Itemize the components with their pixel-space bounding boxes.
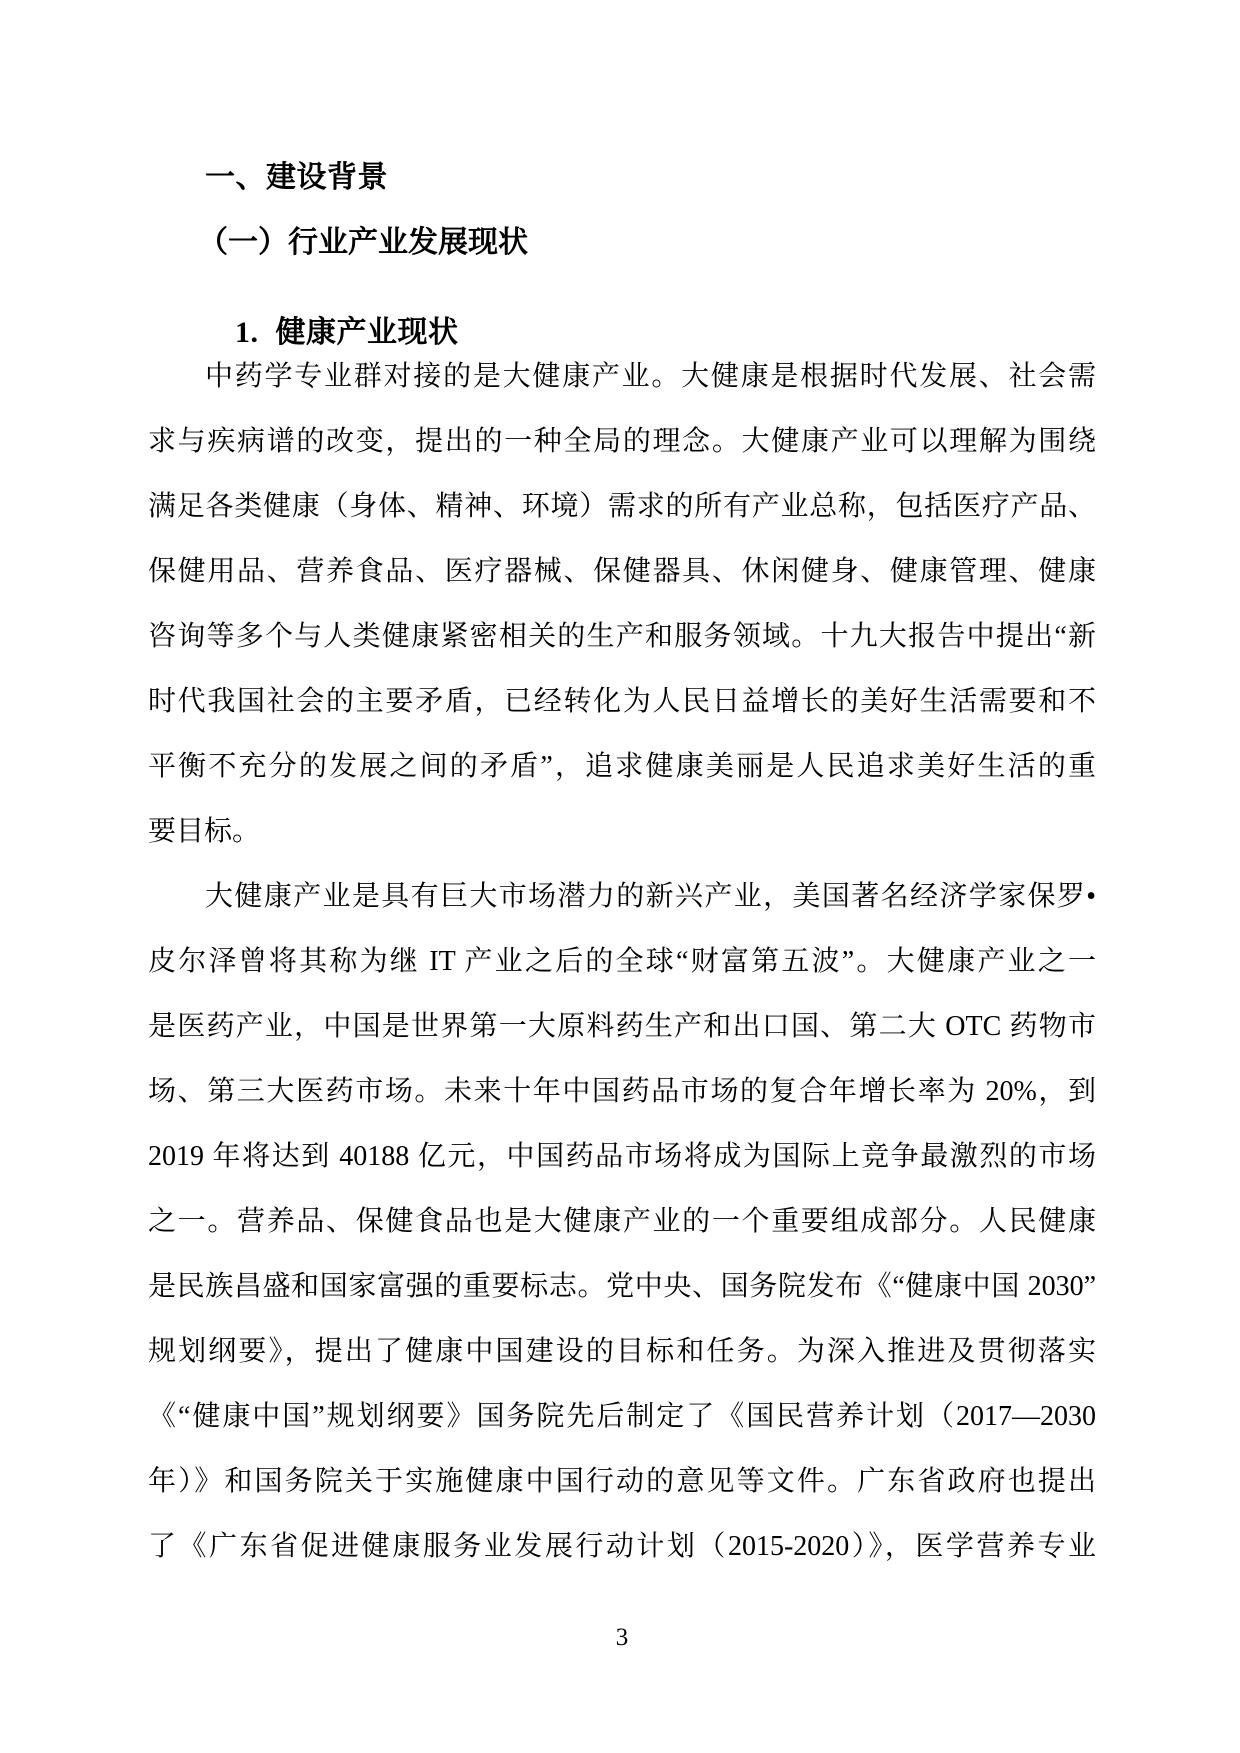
text-line: 时代我国社会的主要矛盾，已经转化为人民日益增长的美好生活需要和不 [148, 686, 1096, 717]
text-line: 是民族昌盛和国家富强的重要标志。党中央、国务院发布《“健康中国 2030” [148, 1271, 1096, 1302]
text-line: 年）》和国务院关于实施健康中国行动的意见等文件。广东省政府也提出 [148, 1466, 1096, 1497]
heading-chapter: 一、建设背景 [205, 161, 388, 194]
text-line: 是医药产业，中国是世界第一大原料药生产和出口国、第二大 OTC 药物市 [148, 1011, 1096, 1042]
text-line: 中药学专业群对接的是大健康产业。大健康是根据时代发展、社会需 [205, 361, 1096, 392]
paragraph-2 [148, 864, 1096, 1579]
text-line: 《“健康中国”规划纲要》国务院先后制定了《国民营养计划（2017—2030 [148, 1401, 1096, 1432]
text-line: 规划纲要》，提出了健康中国建设的目标和任务。为深入推进及贯彻落实 [148, 1336, 1096, 1367]
text-line: 咨询等多个与人类健康紧密相关的生产和服务领域。十九大报告中提出“新 [148, 621, 1096, 652]
text-line: 保健用品、营养食品、医疗器械、保健器具、休闲健身、健康管理、健康 [148, 556, 1096, 587]
text-line: 平衡不充分的发展之间的矛盾”，追求健康美丽是人民追求美好生活的重 [148, 751, 1096, 782]
text-line: 之一。营养品、保健食品也是大健康产业的一个重要组成部分。人民健康 [148, 1206, 1096, 1237]
text-line: 皮尔泽曾将其称为继 IT 产业之后的全球“财富第五波”。大健康产业之一 [148, 946, 1096, 977]
text-line: 了《广东省促进健康服务业发展行动计划（2015-2020）》，医学营养专业 [148, 1531, 1096, 1562]
page-number: 3 [615, 1624, 629, 1651]
document-body [148, 344, 1096, 1579]
text-line: 满足各类健康（身体、精神、环境）需求的所有产业总称，包括医疗产品、 [148, 491, 1096, 522]
heading-section: （一）行业产业发展现状 [198, 226, 528, 259]
text-line: 大健康产业是具有巨大市场潜力的新兴产业，美国著名经济学家保罗• [205, 881, 1096, 912]
text-line: 要目标。 [148, 816, 261, 847]
text-line: 场、第三大医药市场。未来十年中国药品市场的复合年增长率为 20%，到 [148, 1076, 1096, 1107]
heading-subsection-number: 1. [235, 316, 259, 349]
heading-subsection-title: 健康产业现状 [275, 316, 459, 349]
paragraph-1 [148, 344, 1096, 864]
text-line: 求与疾病谱的改变，提出的一种全局的理念。大健康产业可以理解为围绕 [148, 426, 1096, 457]
text-line: 2019 年将达到 40188 亿元，中国药品市场将成为国际上竞争最激烈的市场 [148, 1141, 1096, 1172]
